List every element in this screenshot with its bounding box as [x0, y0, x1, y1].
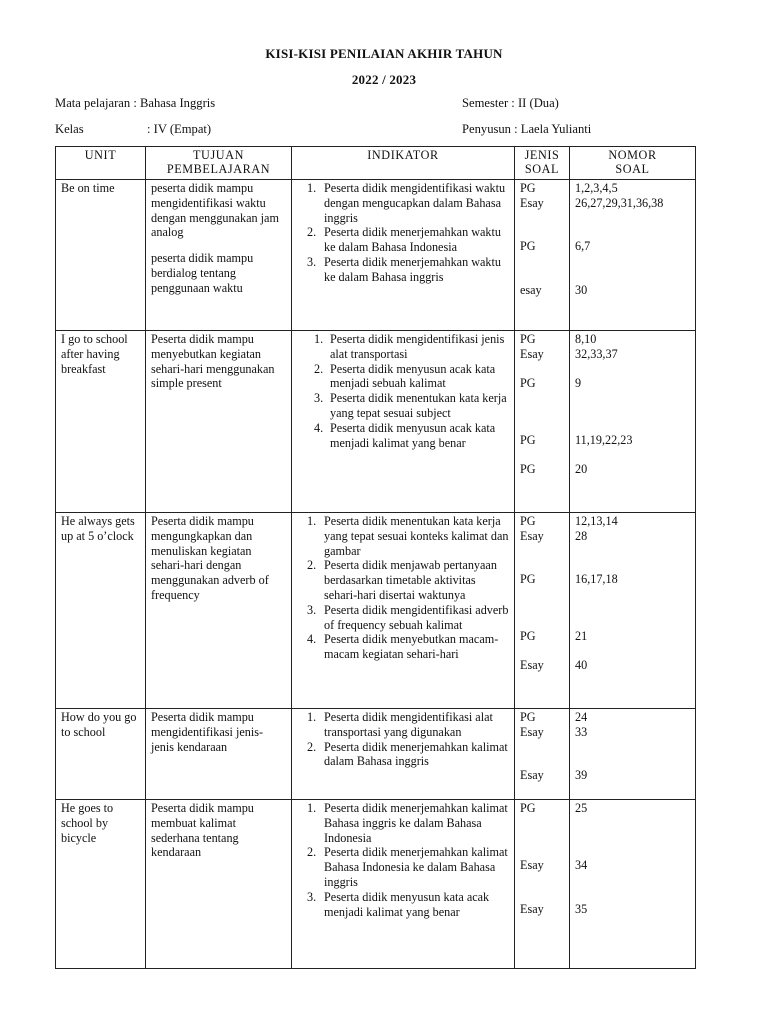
mapel-label: Mata pelajaran : Bahasa Inggris: [55, 96, 216, 110]
penyusun-label: Penyusun : Laela Yulianti: [462, 122, 592, 136]
indikator-item: 3. Peserta didik menentukan kata kerja yang tepat sesuai subject: [314, 391, 507, 420]
table-row: [56, 709, 696, 800]
kelas-label: Kelas: [55, 122, 84, 136]
jenis-soal: esay: [520, 283, 542, 297]
kelas-value: : IV (Empat): [147, 122, 212, 136]
tujuan-text: peserta didik mampu berdialog tentang penggunaan waktu: [151, 251, 254, 295]
indikator-item: 3. Peserta didik menyusun kata acak menjadi kalimat yang benar: [307, 889, 490, 919]
nomor-soal: 40: [575, 658, 588, 672]
header-tujuan: TUJUAN PEMBELAJARAN: [146, 147, 292, 180]
indikator-item: 4. Peserta didik menyusun acak kata menjadi kalimat yang benar: [314, 420, 496, 450]
indikator-cell: [292, 513, 515, 709]
tujuan-text: Peserta didik mampu menyebutkan kegiatan sehari-hari menggunakan simple present: [151, 332, 275, 391]
tujuan-text: peserta didik mampu mengidentifikasi waktu dengan menggunakan jam analog: [151, 181, 279, 240]
indikator-item: 2. Peserta didik menerjemahkan kalimat dalam Bahasa inggris: [307, 739, 508, 769]
indikator-item: 1. Peserta didik menentukan kata kerja yang tepat sesuai konteks kalimat dan gambar: [307, 514, 509, 558]
indikator-item: 2. Peserta didik menerjemahkan waktu ke dalam Bahasa Indonesia: [307, 225, 501, 255]
tujuan-cell: [146, 709, 292, 800]
table-header-row: [56, 147, 696, 180]
indikator-item: 1. Peserta didik mengidentifikasi waktu dengan mengucapkan dalam Bahasa inggris: [307, 181, 506, 225]
jenis-soal: PG: [520, 462, 536, 476]
jenis-soal: Esay: [520, 347, 544, 361]
unit-cell: I go to school after having breakfast: [56, 331, 146, 513]
document-title: KISI-KISI PENILAIAN AKHIR TAHUN: [265, 46, 503, 61]
tujuan-text: Peserta didik mampu mengungkapkan dan menuliskan kegiatan sehari-hari dengan menggunakan adverb of frequency: [151, 514, 269, 602]
header-nomor-soal: NOMOR SOAL: [570, 147, 696, 180]
jenis-soal: PG: [520, 572, 536, 586]
indikator-item: 3. Peserta didik menerjemahkan waktu ke dalam Bahasa inggris: [307, 254, 501, 284]
jenis-soal-cell: [515, 800, 570, 969]
unit-cell: He goes to school by bicycle: [56, 800, 146, 969]
header-jenis-soal: JENIS SOAL: [515, 147, 570, 180]
nomor-soal: 11,19,22,23: [575, 433, 633, 447]
indikator-item: 2. Peserta didik menjawab pertanyaan berdasarkan timetable aktivitas sehari-hari disertai waktunya: [307, 558, 497, 602]
unit-cell: Be on time: [56, 180, 146, 331]
tujuan-text: Peserta didik mampu membuat kalimat sederhana tentang kendaraan: [151, 801, 254, 860]
nomor-soal-cell: [570, 331, 696, 513]
nomor-soal-cell: [570, 180, 696, 331]
jenis-soal-cell: [515, 180, 570, 331]
header-indikator: INDIKATOR: [292, 147, 515, 180]
jenis-soal: PG: [520, 710, 536, 724]
nomor-soal: 1,2,3,4,5: [575, 181, 618, 195]
nomor-soal: 20: [575, 462, 588, 476]
table-row: [56, 800, 696, 969]
tujuan-cell: [146, 331, 292, 513]
nomor-soal: 30: [575, 283, 588, 297]
jenis-soal: PG: [520, 376, 536, 390]
indikator-cell: [292, 800, 515, 969]
table-row: [56, 513, 696, 709]
jenis-soal: PG: [520, 514, 536, 528]
jenis-soal: Esay: [520, 658, 544, 672]
indikator-item: 1. Peserta didik mengidentifikasi jenis alat transportasi: [314, 332, 505, 361]
nomor-soal: 33: [575, 725, 588, 739]
tujuan-cell: [146, 800, 292, 969]
jenis-soal: PG: [520, 239, 536, 253]
jenis-soal: PG: [520, 181, 536, 195]
nomor-soal: 39: [575, 768, 588, 782]
tujuan-text: Peserta didik mampu mengidentifikasi jenis-jenis kendaraan: [151, 710, 264, 754]
nomor-soal: 34: [575, 858, 588, 872]
indikator-cell: [292, 180, 515, 331]
nomor-soal: 24: [575, 710, 588, 724]
nomor-soal: 25: [575, 801, 588, 815]
indikator-cell: [292, 331, 515, 513]
nomor-soal-cell: [570, 800, 696, 969]
kisi-kisi-table: [55, 146, 696, 969]
unit-cell: He always gets up at 5 o’clock: [56, 513, 146, 709]
nomor-soal: 21: [575, 629, 588, 643]
indikator-item: 1. Peserta didik mengidentifikasi alat transportasi yang digunakan: [307, 710, 493, 739]
nomor-soal-cell: [570, 513, 696, 709]
jenis-soal: Esay: [520, 196, 544, 210]
nomor-soal: 6,7: [575, 239, 591, 253]
indikator-item: 2. Peserta didik menyusun acak kata menjadi sebuah kalimat: [314, 361, 496, 391]
nomor-soal: 35: [575, 902, 588, 916]
semester-label: Semester : II (Dua): [462, 96, 559, 110]
jenis-soal: Esay: [520, 529, 544, 543]
header-unit: UNIT: [56, 147, 146, 180]
jenis-soal-cell: [515, 331, 570, 513]
indikator-item: 4. Peserta didik menyebutkan macam-macam kegiatan sehari-hari: [307, 632, 499, 662]
nomor-soal: 16,17,18: [575, 572, 618, 586]
nomor-soal: 28: [575, 529, 588, 543]
document-year: 2022 / 2023: [351, 72, 417, 87]
jenis-soal: PG: [520, 629, 536, 643]
indikator-item: 2. Peserta didik menerjemahkan kalimat Bahasa Indonesia ke dalam Bahasa inggris: [307, 845, 508, 889]
jenis-soal: Esay: [520, 768, 544, 782]
nomor-soal: 32,33,37: [575, 347, 618, 361]
indikator-item: 3. Peserta didik mengidentifikasi adverb of frequency sebuah kalimat: [307, 602, 509, 632]
jenis-soal: Esay: [520, 902, 544, 916]
jenis-soal: Esay: [520, 725, 544, 739]
nomor-soal: 9: [575, 376, 582, 390]
jenis-soal-cell: [515, 513, 570, 709]
nomor-soal: 26,27,29,31,36,38: [575, 196, 664, 210]
jenis-soal: PG: [520, 433, 536, 447]
tujuan-cell: [146, 180, 292, 331]
nomor-soal: 8,10: [575, 332, 597, 346]
unit-cell: How do you go to school: [56, 709, 146, 800]
jenis-soal: PG: [520, 332, 536, 346]
jenis-soal: PG: [520, 801, 536, 815]
jenis-soal: Esay: [520, 858, 544, 872]
tujuan-cell: [146, 513, 292, 709]
jenis-soal-cell: [515, 709, 570, 800]
nomor-soal: 12,13,14: [575, 514, 618, 528]
table-row: [56, 331, 696, 513]
table-row: [56, 180, 696, 331]
indikator-item: 1. Peserta didik menerjemahkan kalimat Bahasa inggris ke dalam Bahasa Indonesia: [307, 801, 508, 845]
indikator-cell: [292, 709, 515, 800]
nomor-soal-cell: [570, 709, 696, 800]
